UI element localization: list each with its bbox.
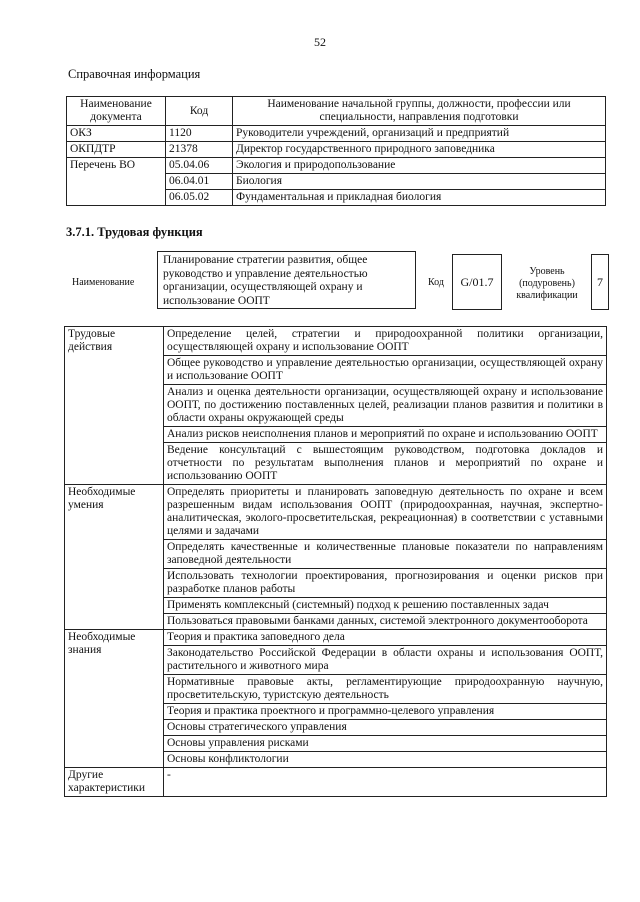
okpdtr-name: Директор государственного природного заповедника [233, 142, 606, 158]
vo-name: Фундаментальная и прикладная биология [233, 190, 606, 206]
skill-item: Пользоваться правовыми банками данных, системой электронного документооборота [164, 614, 607, 630]
function-code: G/01.7 [452, 254, 502, 310]
okz-code: 1120 [166, 126, 233, 142]
reference-header-row [67, 97, 606, 126]
other-label: Другие характеристики [65, 768, 164, 797]
knowledge-item: Теория и практика проектного и программно-целевого управления [164, 704, 607, 720]
actions-label: Трудовые действия [65, 327, 164, 485]
action-row [65, 327, 607, 356]
other-row [65, 768, 607, 797]
vo-name: Биология [233, 174, 606, 190]
function-title: 3.7.1. Трудовая функция [66, 225, 203, 239]
header-code: Код [166, 97, 233, 126]
qualification-level-label: Уровень (подуровень) квалификации [516, 266, 578, 301]
page-number: 52 [314, 35, 326, 49]
function-name: Планирование стратегии развития, общее руководство и управление деятельностью организации, осуществляющей охрану и использование ООПТ [157, 251, 416, 309]
skill-item: Определять приоритеты и планировать заповедную деятельность по охране и всем разрешенным видам использования ООПТ (природоохранная, научная, экспертно-аналитическая, эколого-просветительская, рекреационная) в соответствии с уставными целями и задачами [164, 485, 607, 540]
reference-row-okz [67, 126, 606, 142]
vo-name: Экология и природопользование [233, 158, 606, 174]
knowledge-item: Основы управления рисками [164, 736, 607, 752]
knowledge-item: Теория и практика заповедного дела [164, 630, 607, 646]
function-code-label: Код [428, 277, 444, 288]
okz-doc: ОКЗ [67, 126, 166, 142]
header-document: Наименование документа [67, 97, 166, 126]
action-item: Ведение консультаций с вышестоящим руководством, подготовка докладов и отчетности по результатам выполнения планов и мероприятий по охране и использованию ООПТ [164, 443, 607, 485]
other-value: - [164, 768, 607, 797]
vo-code: 05.04.06 [166, 158, 233, 174]
reference-title: Справочная информация [68, 67, 201, 81]
skills-label: Необходимые умения [65, 485, 164, 630]
function-name-label: Наименование [72, 277, 135, 288]
header-name: Наименование начальной группы, должности, профессии или специальности, направления подготовки [233, 97, 606, 126]
skill-row [65, 485, 607, 540]
knowledge-item: Законодательство Российской Федерации в области охраны и использования ООПТ, растительного и животного мира [164, 646, 607, 675]
action-item: Анализ рисков неисполнения планов и мероприятий по охране и использованию ООПТ [164, 427, 607, 443]
okz-name: Руководители учреждений, организаций и предприятий [233, 126, 606, 142]
vo-code: 06.05.02 [166, 190, 233, 206]
vo-code: 06.04.01 [166, 174, 233, 190]
knowledge-item: Основы конфликтологии [164, 752, 607, 768]
knowledge-item: Нормативные правовые акты, регламентирующие природоохранную научную, просветительскую, туристскую деятельность [164, 675, 607, 704]
knowledge-label: Необходимые знания [65, 630, 164, 768]
okpdtr-code: 21378 [166, 142, 233, 158]
action-item: Общее руководство и управление деятельностью организации, осуществляющей охрану и использование ООПТ [164, 356, 607, 385]
skill-item: Применять комплексный (системный) подход к решению поставленных задач [164, 598, 607, 614]
action-item: Анализ и оценка деятельности организации, осуществляющей охрану и использование ООПТ, по достижению поставленных целей, реализации планов развития и политики в области охраны окружающей среды [164, 385, 607, 427]
function-details-table [64, 326, 607, 797]
action-item: Определение целей, стратегии и природоохранной политики организации, осуществляющей охрану и использование ООПТ [164, 327, 607, 356]
skill-item: Определять качественные и количественные плановые показатели по направлениям заповедной деятельности [164, 540, 607, 569]
knowledge-row [65, 630, 607, 646]
vo-doc: Перечень ВО [67, 158, 166, 206]
qualification-level: 7 [591, 254, 609, 310]
reference-table [66, 96, 606, 206]
knowledge-item: Основы стратегического управления [164, 720, 607, 736]
okpdtr-doc: ОКПДТР [67, 142, 166, 158]
reference-row-okpdtr [67, 142, 606, 158]
reference-row-vo [67, 158, 606, 174]
skill-item: Использовать технологии проектирования, прогнозирования и оценки рисков при разработке планов работы [164, 569, 607, 598]
